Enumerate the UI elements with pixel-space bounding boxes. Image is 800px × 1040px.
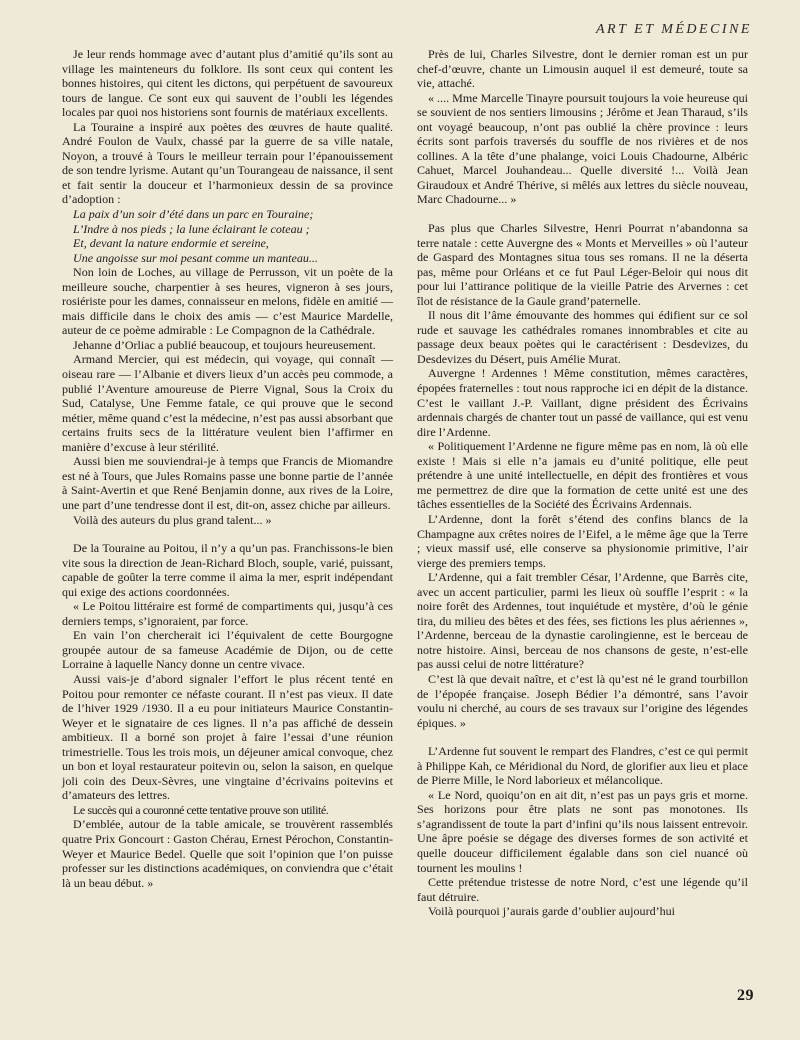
left-column (62, 47, 393, 890)
paragraph: Cette prétendue tristesse de notre Nord, c’est une légende qu’il faut détruire. (417, 875, 748, 904)
paragraph: Aussi bien me souviendrai-je à temps que Francis de Miomandre est né à Tours, que Jules Romains passe une bonne partie de l’année à Saint-Avertin et que René Benjamin donne, aux rives de la Loire, une part d’une tendresse dont il est, dit-on, assez chiche par ailleurs. (62, 454, 393, 512)
paragraph: Il nous dit l’âme émouvante des hommes qui édifient sur ce sol rude et sauvage les cathédrales romanes innombrables et cite au passage deux beaux poètes qui le caractérisent : Desdevizes, du Desdevizes du Désert, puis Amélie Murat. (417, 308, 748, 366)
paragraph: Je leur rends hommage avec d’autant plus d’amitié qu’ils sont au village les mainteneurs du folklore. Ils sont ceux qui content les bonnes histoires, qui citent les dictons, qui perpétuent de savoureux tours de langue. Ce sont eux qui sauvent de l’oubli les légendes locales par quoi nos historiens sont fournis de matériaux excellents. (62, 47, 393, 120)
paragraph: Aussi vais-je d’abord signaler l’effort le plus récent tenté en Poitou pour remonter ce néfaste courant. Il n’est pas vieux. Il date de l’hiver 1929 /1930. Il a eu pour initiateurs Maurice Constantin-Weyer et le signataire de ces lignes. Il n’a pas affiché de dessein ambitieux. Il a borné son projet à faire l’essai d’une réunion trimestrielle. Tous les trois mois, un déjeuner amical convoque, chez un bon et loyal restaurateur poitevin ou, selon la saison, en quelque joli coin des Deux-Sèvres, une vingtaine d’écrivains poitevins et d’amateurs des lettres. (62, 671, 393, 803)
paragraph: Voilà des auteurs du plus grand talent... » (73, 512, 272, 527)
paragraph: Auvergne ! Ardennes ! Même constitution, mêmes caractères, épopées fraternelles : tout nous rapproche ici en dépit de la distance. C’est le vaillant J.-P. Vaillant, digne président des Écrivains ardennais chargés de chanter tout un passé de vaillance, qui est venu dire l’Ardenne. (417, 366, 748, 439)
paragraph: La Touraine a inspiré aux poètes des œuvres de haute qualité. André Foulon de Vaulx, chassé par la guerre de sa ville natale, Noyon, a trouvé à Tours le meilleur terrain pour l’épanouissement de son tendre lyrisme. Autant qu’un Tourangeau de naissance, il sent et fait sentir la douceur et l’harmonieux dessin de sa province d’adoption : (62, 119, 393, 207)
paragraph: D’emblée, autour de la table amicale, se trouvèrent rassemblés quatre Prix Goncourt : Gaston Chérau, Ernest Pérochon, Constantin-Weyer et Maurice Bedel. Quelle que soit l’opinion que l’on puisse professer sur les distinctions académiques, on conviendra que c’était là un beau début. » (62, 817, 393, 890)
paragraph: L’Ardenne, dont la forêt s’étend des confins blancs de la Champagne aux crêtes noires de l’Eifel, a le même âge que la Terre ; vieux massif usé, elle conserve sa physionomie primitive, l’air vierge des premiers temps. (417, 511, 748, 570)
paragraph: L’Ardenne fut souvent le rempart des Flandres, c’est ce qui permit à Philippe Kah, ce Méridional du Nord, de glorifier aux lieu et place de Pierre Mille, le Nord laborieux et mélancolique. (417, 744, 748, 788)
paragraph: En vain l’on chercherait ici l’équivalent de cette Bourgogne groupée autour de sa fameuse Académie de Dijon, ou de cette Lorraine à laquelle Nancy donne un centre vivace. (62, 628, 393, 672)
paragraph: « Le Nord, quoiqu’on en ait dit, n’est pas un pays gris et morne. Ses horizons pour être plats ne sont pas monotones. Ils s’agrandissent de toute la part d’infini qu’ils nous laissent entrevoir. Une âpre poésie se dégage des diverses formes de son activité et quelle douceur difficilement égalable dans son ciel nuancé où tournent les moulins ! (417, 787, 748, 875)
right-column (417, 47, 748, 919)
paragraph: Pas plus que Charles Silvestre, Henri Pourrat n’abandonna sa terre natale : cette Auvergne des « Monts et Merveilles » où l’auteur de Gaspard des Montagnes situa tous ses romans. Il ne la déserta pas, même pour Orléans et ce fut Paul Léger-Beloir qui nous dit pour lui l’attirance politique de la vieille Patrie des Arvernes : cet îlot de résistance de la Gaule grand’paternelle. (417, 221, 748, 308)
running-header: ART ET MÉDECINE (596, 22, 752, 37)
verse-line: Et, devant la nature endormie et sereine, (73, 236, 269, 251)
paragraph: Voilà pourquoi j’aurais garde d’oublier aujourd’hui (428, 904, 676, 919)
paragraph: De la Touraine au Poitou, il n’y a qu’un pas. Franchissons-le bien vite sous la direction de Jean-Richard Bloch, souple, varié, puissant, capable de goûter la terre comme il aima la mer, esprit indépendant qui exige des actions coordonnées. (62, 541, 393, 599)
page-number: 29 (737, 987, 754, 1004)
paragraph: Armand Mercier, qui est médecin, qui voyage, qui connaît — oiseau rare — l’Albanie et divers lieux d’un accès peu commode, a publié l’Aventure amoureuse de Pierre Vignal, Sous la Croix du Sud, Catalyse, Une Femme fatale, ce qui prouve que le second métier, même quand c’est la médecine, n’est pas aussi absorbant que certains fruits secs de la littérature veulent bien l’affirmer en manière d’excuse à leur stérilité. (62, 352, 393, 454)
verse-line: L’Indre à nos pieds ; la lune éclairant le coteau ; (73, 221, 310, 236)
verse-line: La paix d’un soir d’été dans un parc en Touraine; (73, 207, 314, 222)
paragraph: « Politiquement l’Ardenne ne figure même pas en nom, là où elle existe ! Mais si elle n’a jamais eu d’unité politique, elle peut prétendre à une unité intellectuelle, en dépit des frontières et vous me permettrez de dire que la formation de cette unité est une des tâches essentielles de la Société des Écrivains Ardennais. (417, 439, 748, 512)
paragraph: C’est là que devait naître, et c’est là qu’est né le grand tourbillon de l’épopée française. Joseph Bédier l’a démontré, sans l’avoir voulu ni cherché, au cours de ses travaux sur l’origine des légendes épiques. » (417, 671, 748, 730)
paragraph: « Le Poitou littéraire est formé de compartiments qui, jusqu’à ces derniers temps, s’ignoraient, par force. (62, 599, 393, 628)
paragraph: « .... Mme Marcelle Tinayre poursuit toujours la voie heureuse qui se souvient de nos sentiers limousins ; Jérôme et Jean Tharaud, s’ils ont voyagé beaucoup, n’ont pas oublié la chère province : leurs écrits sont parfois traversés du souffle de nos rivières et de nos collines. A la tête d’une phalange, voici Louis Chadourne, Albéric Cahuet, Marcel Jouhandeau... Quelle diversité !... Voilà Jean Giraudoux et André Thérive, si mêlés aux lettres du siècle nouveau, Marc Chadourne... » (417, 90, 748, 207)
verse-line: Une angoisse sur moi pesant comme un manteau... (73, 250, 318, 265)
paragraph: Près de lui, Charles Silvestre, dont le dernier roman est un pur chef-d’œuvre, chante un Limousin auquel il est demeuré, toute sa vie, attaché. (417, 47, 748, 91)
paragraph: L’Ardenne, qui a fait trembler César, l’Ardenne, que Barrès cite, avec un accent particulier, parmi les lieux où souffle l’esprit : « la noire forêt des Ardennes, tout inquiétude et mystère, d’où le génie tira, du milieu des bêtes et des fées, ses fictions les plus aériennes », l’Ardenne, berceau de la dynastie carolingienne, est le berceau de notre histoire. Ainsi, berceau de nos chansons de geste, n’est-elle pas aussi celui de notre littérature? (417, 570, 748, 672)
paragraph: Non loin de Loches, au village de Perrusson, vit un poète de la meilleure souche, charpentier à ses heures, vigneron à ses jours, rosiériste pour les dames, connaisseur en melons, fidèle en amitié — mais difficile dans le choix des amis — c’est Maurice Mardelle, auteur de ce poème admirable : Le Compagnon de la Cathédrale. (62, 265, 393, 338)
paragraph: Jehanne d’Orliac a publié beaucoup, et toujours heureusement. (73, 337, 376, 352)
paragraph: Le succès qui a couronné cette tentative prouve son utilité. (73, 802, 329, 817)
